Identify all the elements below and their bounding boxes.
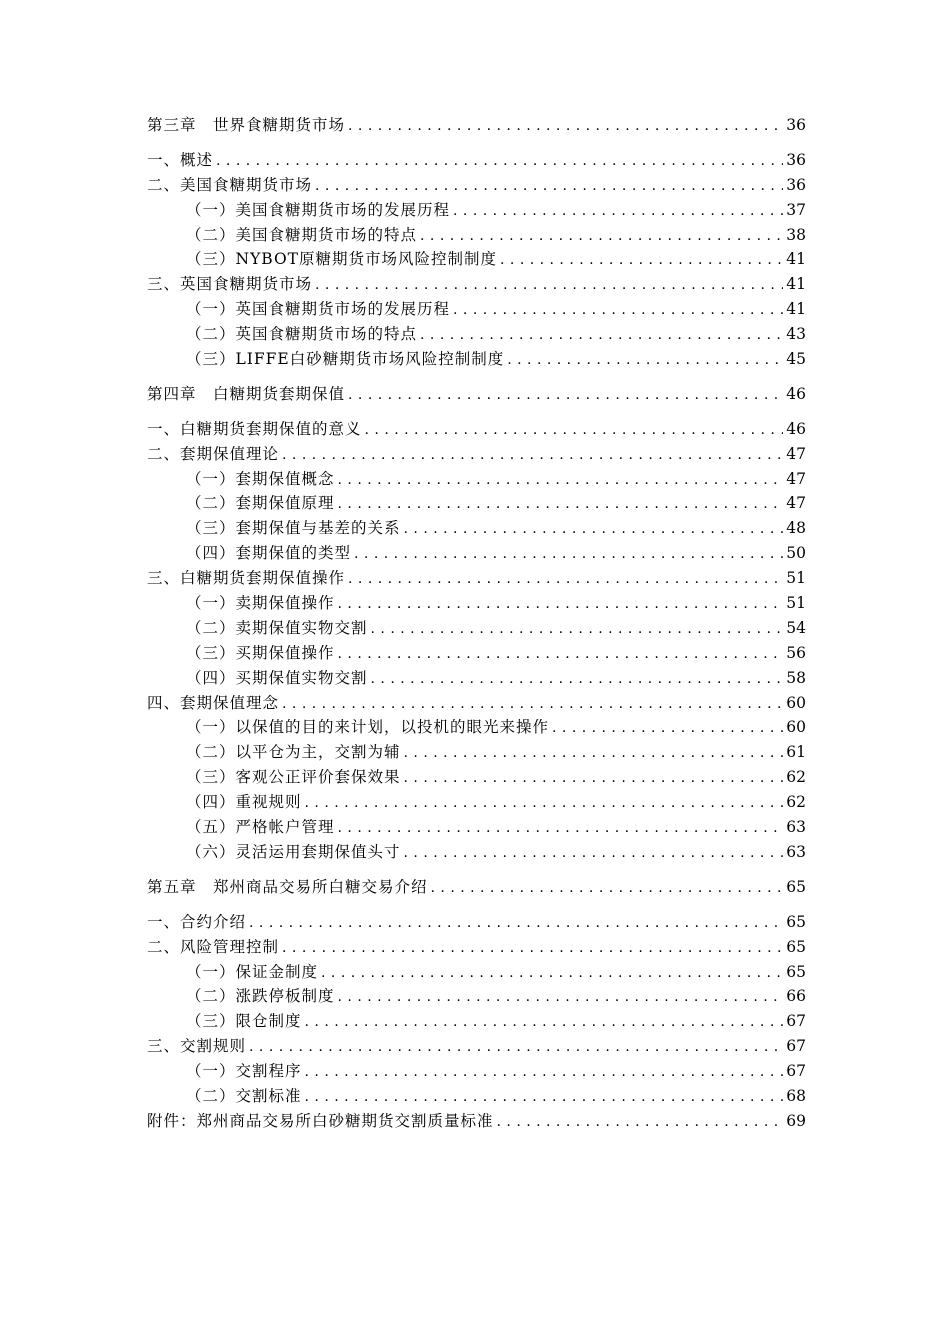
dot-leader	[507, 348, 783, 373]
dot-leader	[453, 298, 783, 323]
dot-leader	[552, 716, 783, 741]
toc-entry-title: 四、套期保值理念	[147, 693, 280, 712]
dot-leader	[249, 911, 783, 936]
dot-leader	[420, 224, 783, 249]
toc-entry-title: 三、白糖期货套期保值操作	[147, 569, 346, 588]
toc-entry-page-number: 48	[786, 519, 806, 538]
toc-entry-page-number: 43	[786, 325, 806, 344]
toc-entry[interactable]	[147, 1059, 806, 1084]
toc-entry-title: 一、合约介绍	[147, 912, 247, 931]
toc-entry-title: 一、白糖期货套期保值的意义	[147, 419, 362, 438]
dot-leader	[249, 1035, 783, 1060]
toc-entry-page-number: 41	[786, 300, 806, 319]
toc-entry[interactable]	[147, 715, 806, 740]
toc-chapter-entry[interactable]	[147, 382, 806, 407]
dot-leader	[305, 1085, 783, 1110]
dot-leader	[338, 816, 783, 841]
toc-entry-page-number: 66	[786, 987, 806, 1006]
toc-entry[interactable]	[147, 541, 806, 566]
toc-entry-page-number: 62	[786, 768, 806, 787]
toc-entry[interactable]	[147, 765, 806, 790]
toc-entry-title: 第五章 郑州商品交易所白糖交易介绍	[147, 877, 428, 896]
toc-entry-title: （四）买期保值实物交割	[186, 668, 368, 687]
toc-entry-title: 三、交割规则	[147, 1037, 247, 1056]
toc-entry-page-number: 67	[786, 1062, 806, 1081]
dot-leader	[338, 492, 783, 517]
table-of-contents	[147, 113, 806, 1134]
dot-leader	[315, 174, 783, 199]
toc-entry-page-number: 46	[786, 419, 806, 438]
toc-entry-title: 二、风险管理控制	[147, 937, 280, 956]
toc-entry[interactable]	[147, 442, 806, 467]
toc-entry-page-number: 65	[786, 937, 806, 956]
toc-entry[interactable]	[147, 566, 806, 591]
toc-entry[interactable]	[147, 1009, 806, 1034]
toc-entry-title: （一）美国食糖期货市场的发展历程	[186, 200, 451, 219]
toc-entry[interactable]	[147, 1034, 806, 1059]
dot-leader	[404, 841, 783, 866]
toc-entry-page-number: 47	[786, 494, 806, 513]
toc-entry[interactable]	[147, 247, 806, 272]
dot-leader	[371, 667, 783, 692]
toc-entry[interactable]	[147, 467, 806, 492]
toc-entry-title: 第四章 白糖期货套期保值	[147, 384, 346, 403]
dot-leader	[216, 149, 783, 174]
dot-leader	[282, 443, 783, 468]
toc-entry-title: 三、英国食糖期货市场	[147, 275, 313, 294]
toc-entry-page-number: 63	[786, 842, 806, 861]
toc-entry-title: 一、概述	[147, 150, 214, 169]
toc-entry[interactable]	[147, 984, 806, 1009]
dot-leader	[404, 741, 783, 766]
dot-leader	[404, 766, 783, 791]
toc-entry-page-number: 68	[786, 1086, 806, 1105]
toc-entry[interactable]	[147, 347, 806, 372]
toc-chapter-entry[interactable]	[147, 875, 806, 900]
dot-leader	[431, 876, 783, 901]
toc-entry-title: （一）保证金制度	[186, 962, 319, 981]
toc-entry[interactable]	[147, 1109, 806, 1134]
toc-entry-page-number: 47	[786, 469, 806, 488]
dot-leader	[354, 542, 783, 567]
toc-entry[interactable]	[147, 417, 806, 442]
toc-entry[interactable]	[147, 322, 806, 347]
toc-entry[interactable]	[147, 198, 806, 223]
toc-entry-title: （三）买期保值操作	[186, 643, 335, 662]
toc-entry-title: （一）英国食糖期货市场的发展历程	[186, 300, 451, 319]
toc-entry[interactable]	[147, 516, 806, 541]
toc-entry-page-number: 62	[786, 793, 806, 812]
toc-entry-page-number: 60	[786, 718, 806, 737]
toc-entry-title: （一）卖期保值操作	[186, 594, 335, 613]
toc-entry-title: 第三章 世界食糖期货市场	[147, 116, 346, 134]
toc-entry[interactable]	[147, 223, 806, 248]
toc-entry-title: （四）套期保值的类型	[186, 544, 352, 563]
toc-entry-page-number: 67	[786, 1012, 806, 1031]
toc-entry-title: （二）套期保值原理	[186, 494, 335, 513]
dot-leader	[371, 617, 783, 642]
toc-entry-title: （二）以平仓为主，交割为辅	[186, 743, 401, 762]
toc-entry-page-number: 36	[786, 116, 806, 134]
dot-leader	[404, 517, 783, 542]
toc-entry-page-number: 69	[786, 1111, 806, 1130]
toc-entry[interactable]	[147, 840, 806, 865]
toc-entry[interactable]	[147, 815, 806, 840]
dot-leader	[338, 592, 783, 617]
toc-entry-page-number: 56	[786, 643, 806, 662]
toc-entry-title: （一）以保值的目的来计划，以投机的眼光来操作	[186, 718, 550, 737]
toc-entry-page-number: 61	[786, 743, 806, 762]
toc-entry-title: （一）交割程序	[186, 1062, 302, 1081]
toc-entry-title: 附件：郑州商品交易所白砂糖期货交割质量标准	[147, 1111, 494, 1130]
toc-entry-page-number: 63	[786, 818, 806, 837]
toc-entry-page-number: 38	[786, 225, 806, 244]
dot-leader	[348, 567, 783, 592]
toc-entry-title: （三）限仓制度	[186, 1012, 302, 1031]
toc-entry-title: 二、套期保值理论	[147, 444, 280, 463]
dot-leader	[500, 248, 783, 273]
toc-entry[interactable]	[147, 960, 806, 985]
dot-leader	[305, 1060, 783, 1085]
toc-entry-page-number: 54	[786, 618, 806, 637]
toc-entry-page-number: 65	[786, 912, 806, 931]
toc-entry[interactable]	[147, 910, 806, 935]
toc-entry[interactable]	[147, 591, 806, 616]
toc-entry-title: （四）重视规则	[186, 793, 302, 812]
toc-entry-page-number: 36	[786, 150, 806, 169]
toc-entry-page-number: 41	[786, 275, 806, 294]
dot-leader	[338, 468, 783, 493]
dot-leader	[338, 985, 783, 1010]
toc-entry-page-number: 41	[786, 250, 806, 269]
toc-chapter-entry[interactable]	[147, 113, 806, 138]
toc-entry-title: （一）套期保值概念	[186, 469, 335, 488]
toc-entry-title: （六）灵活运用套期保值头寸	[186, 842, 401, 861]
toc-entry[interactable]	[147, 616, 806, 641]
toc-entry-page-number: 50	[786, 544, 806, 563]
dot-leader	[305, 791, 783, 816]
toc-entry-title: （三）客观公正评价套保效果	[186, 768, 401, 787]
toc-entry[interactable]	[147, 740, 806, 765]
toc-entry-title: （五）严格帐户管理	[186, 818, 335, 837]
dot-leader	[282, 936, 783, 961]
toc-entry-page-number: 65	[786, 962, 806, 981]
toc-entry[interactable]	[147, 666, 806, 691]
toc-entry-title: （二）涨跌停板制度	[186, 987, 335, 1006]
toc-entry-title: （二）卖期保值实物交割	[186, 618, 368, 637]
toc-entry-title: （三）NYBOT原糖期货市场风险控制制度	[186, 250, 498, 269]
toc-entry-page-number: 51	[786, 594, 806, 613]
toc-entry-title: （二）美国食糖期货市场的特点	[186, 225, 418, 244]
toc-entry[interactable]	[147, 935, 806, 960]
toc-entry[interactable]	[147, 173, 806, 198]
toc-entry-page-number: 47	[786, 444, 806, 463]
dot-leader	[338, 642, 783, 667]
toc-entry-page-number: 51	[786, 569, 806, 588]
toc-entry[interactable]	[147, 691, 806, 716]
dot-leader	[420, 323, 783, 348]
toc-entry-title: 二、美国食糖期货市场	[147, 175, 313, 194]
dot-leader	[305, 1010, 783, 1035]
dot-leader	[365, 418, 783, 443]
toc-entry-page-number: 65	[786, 877, 806, 896]
toc-entry[interactable]	[147, 272, 806, 297]
toc-entry-page-number: 46	[786, 384, 806, 403]
toc-entry[interactable]	[147, 148, 806, 173]
dot-leader	[453, 199, 783, 224]
dot-leader	[348, 383, 783, 408]
toc-entry-page-number: 45	[786, 350, 806, 369]
dot-leader	[497, 1110, 783, 1135]
toc-entry-page-number: 67	[786, 1037, 806, 1056]
toc-entry-title: （三）套期保值与基差的关系	[186, 519, 401, 538]
toc-entry-page-number: 60	[786, 693, 806, 712]
dot-leader	[282, 692, 783, 717]
toc-entry[interactable]	[147, 491, 806, 516]
toc-entry[interactable]	[147, 1084, 806, 1109]
toc-entry-page-number: 58	[786, 668, 806, 687]
toc-entry[interactable]	[147, 297, 806, 322]
dot-leader	[315, 273, 783, 298]
toc-entry[interactable]	[147, 790, 806, 815]
toc-entry-title: （二）英国食糖期货市场的特点	[186, 325, 418, 344]
toc-entry-page-number: 36	[786, 175, 806, 194]
dot-leader	[321, 961, 783, 986]
dot-leader	[348, 114, 783, 139]
toc-entry-page-number: 37	[786, 200, 806, 219]
toc-entry-title: （二）交割标准	[186, 1086, 302, 1105]
toc-entry-title: （三）LIFFE白砂糖期货市场风险控制制度	[186, 350, 505, 369]
toc-entry[interactable]	[147, 641, 806, 666]
